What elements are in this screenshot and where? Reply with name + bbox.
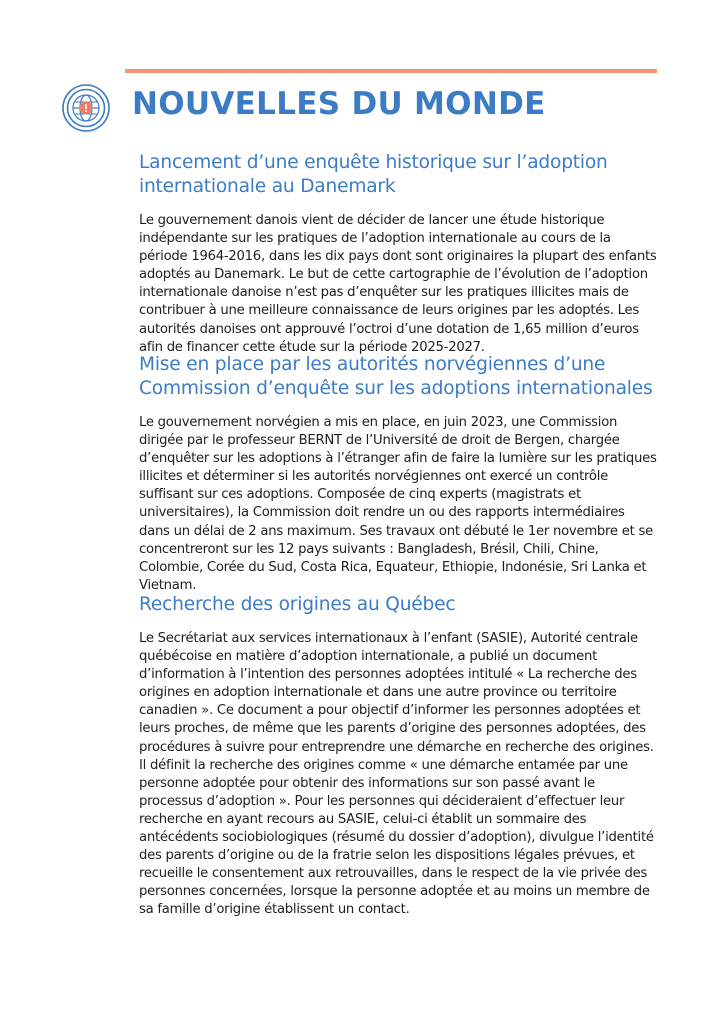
article-norway — [139, 353, 659, 595]
globe-alert-icon — [61, 83, 111, 133]
article-denmark — [139, 151, 659, 357]
article-body: Le gouvernement danois vient de décider de lancer une étude historique indépendante sur les pratiques de l’adoption internationale au cours de la période 1964-2016, dans les dix pays dont sont originaires la plupart des enfants adoptés au Danemark. Le but de cette cartographie de l’évolution de l’adoption internationale danoise n’est pas d’enquêter sur les pratiques illicites mais de contribuer à une meilleure connaissance de leurs origines par les adoptés. Les autorités danoises ont approuvé l’octroi d’une dotation de 1,65 million d’euros afin de financer cette étude sur la période 2025-2027. — [139, 213, 657, 355]
article-title: Recherche des origines au Québec — [139, 594, 456, 615]
article-body: Le Secrétariat aux services internationaux à l’enfant (SASIE), Autorité centrale québécoise en matière d’adoption internationale, a publié un document d’information à l’intention des personnes adoptées intitulé « La recherche des origines en adoption internationale et dans une autre province ou territoire canadien ». Ce document a pour objectif d’informer les personnes adoptées et leurs proches, de même que les parents d’origine des personnes adoptées, des procédures à suivre pour entreprendre une démarche en recherche des origines. Il définit la recherche des origines comme « une démarche entamée par une personne adoptée pour obtenir des informations sur son passé avant le processus d’adoption ». Pour les personnes qui décideraient d’effectuer leur recherche en ayant recours au SASIE, celui-ci établit un sommaire des antécédents sociobiologiques (résumé du dossier d’adoption), divulgue l’identité des parents d’origine ou de la fratrie selon les dispositions légales prévues, et recueille le consentement aux retrouvailles, dans le respect de la vie privée des personnes concernées, lorsque la personne adoptée et au moins un membre de sa famille d’origine établissent un contact. — [139, 631, 654, 918]
page-title: NOUVELLES DU MONDE — [132, 86, 546, 122]
header-accent-rule — [125, 69, 657, 73]
article-title: Lancement d’une enquête historique sur l’adoption internationale au Danemark — [139, 152, 608, 197]
article-quebec — [139, 593, 659, 920]
article-body: Le gouvernement norvégien a mis en place, en juin 2023, une Commission dirigée par le professeur BERNT de l’Université de droit de Bergen, chargée d’enquêter sur les adoptions à l’étranger afin de faire la lumière sur les pratiques illicites et déterminer si les autorités norvégiennes ont exercé un contrôle suffisant sur ces adoptions. Composée de cinq experts (magistrats et universitaires), la Commission doit rendre un ou des rapports intermédiaires dans un délai de 2 ans maximum. Ses travaux ont débuté le 1er novembre et se concentreront sur les 12 pays suivants : Bangladesh, Brésil, Chili, Chine, Colombie, Corée du Sud, Costa Rica, Equateur, Ethiopie, Indonésie, Sri Lanka et Vietnam. — [139, 415, 657, 593]
article-title: Mise en place par les autorités norvégiennes d’une Commission d’enquête sur les adoptions internationales — [139, 354, 653, 399]
